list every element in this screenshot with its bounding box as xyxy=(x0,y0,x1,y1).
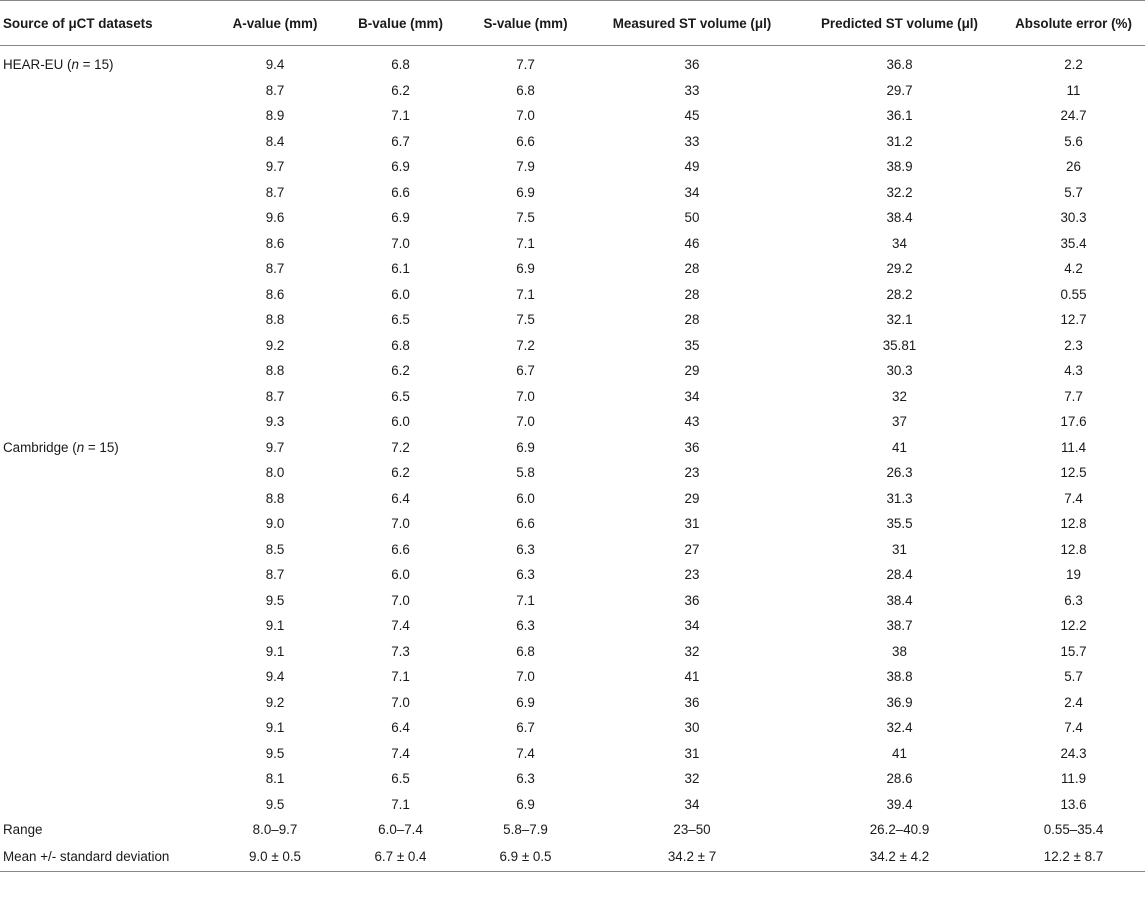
cell-b-value: 7.0 xyxy=(391,592,410,608)
cell-measured-volume: 33 xyxy=(684,133,700,149)
summary-row-mean xyxy=(0,843,1145,872)
group-label xyxy=(0,435,213,461)
header-predicted-volume: Predicted ST volume (μl) xyxy=(797,1,1002,46)
table-row xyxy=(0,690,1145,716)
cell-a-value: 8.5 xyxy=(265,541,285,557)
cell-b-value: 7.4 xyxy=(391,618,410,634)
cell-predicted-volume: 28.6 xyxy=(886,771,913,787)
cell-measured-volume: 30 xyxy=(684,720,700,736)
group-label xyxy=(0,46,213,78)
cell-absolute-error: 12.7 xyxy=(1060,312,1087,328)
table-row xyxy=(0,460,1145,486)
cell-measured-volume: 36 xyxy=(684,592,700,608)
cell-measured-volume: 28 xyxy=(684,312,700,328)
cell-absolute-error: 2.2 xyxy=(1064,57,1083,73)
table-row xyxy=(0,154,1145,180)
summary-cell-s-value: 6.9 ± 0.5 xyxy=(464,843,587,872)
cell-measured-volume: 34 xyxy=(684,796,700,812)
cell-a-value: 9.3 xyxy=(265,414,285,430)
header-s-value: S-value (mm) xyxy=(464,1,587,46)
cell-b-value: 7.2 xyxy=(391,439,410,455)
cell-predicted-volume: 29.2 xyxy=(886,261,913,277)
summary-cell-a-value: 9.0 ± 0.5 xyxy=(213,843,337,872)
cell-predicted-volume: 29.7 xyxy=(886,82,913,98)
cell-a-value: 9.4 xyxy=(265,669,285,685)
cell-absolute-error: 30.3 xyxy=(1060,210,1087,226)
header-a-value: A-value (mm) xyxy=(213,1,337,46)
cell-source xyxy=(0,562,213,588)
cell-a-value: 9.6 xyxy=(265,210,285,226)
table-row xyxy=(0,511,1145,537)
cell-predicted-volume: 31 xyxy=(892,541,907,557)
summary-cell-b-value: 6.0–7.4 xyxy=(378,822,423,838)
cell-measured-volume: 33 xyxy=(684,82,700,98)
cell-a-value: 8.6 xyxy=(265,286,285,302)
cell-source xyxy=(0,588,213,614)
cell-predicted-volume: 35.81 xyxy=(882,337,917,353)
cell-s-value: 6.8 xyxy=(516,643,535,659)
cell-predicted-volume: 38.4 xyxy=(886,210,913,226)
cell-predicted-volume: 41 xyxy=(892,439,907,455)
cell-predicted-volume: 26.3 xyxy=(886,465,913,481)
cell-absolute-error: 12.8 xyxy=(1060,516,1087,532)
cell-a-value: 9.7 xyxy=(265,439,285,455)
cell-absolute-error: 7.4 xyxy=(1064,490,1083,506)
cell-measured-volume: 49 xyxy=(684,159,700,175)
cell-source xyxy=(0,231,213,257)
cell-predicted-volume: 32.1 xyxy=(886,312,913,328)
cell-predicted-volume: 32.2 xyxy=(886,184,913,200)
cell-s-value: 7.7 xyxy=(516,57,535,73)
table-row xyxy=(0,205,1145,231)
cell-a-value: 8.9 xyxy=(265,108,285,124)
cell-source xyxy=(0,690,213,716)
cell-a-value: 8.8 xyxy=(265,363,285,379)
cell-measured-volume: 34 xyxy=(684,184,700,200)
cell-measured-volume: 34 xyxy=(684,618,700,634)
cell-source xyxy=(0,537,213,563)
cell-s-value: 6.9 xyxy=(516,184,535,200)
cell-source xyxy=(0,715,213,741)
header-source: Source of μCT datasets xyxy=(0,1,213,46)
cell-a-value: 9.2 xyxy=(265,694,285,710)
header-absolute-error: Absolute error (%) xyxy=(1002,1,1145,46)
cell-measured-volume: 28 xyxy=(684,261,700,277)
cell-predicted-volume: 31.2 xyxy=(886,133,913,149)
cell-predicted-volume: 36.8 xyxy=(886,57,913,73)
cell-s-value: 7.1 xyxy=(516,235,535,251)
cell-s-value: 7.5 xyxy=(516,312,535,328)
cell-s-value: 6.3 xyxy=(516,771,535,787)
cell-measured-volume: 36 xyxy=(684,694,700,710)
table-row xyxy=(0,435,1145,461)
cell-source xyxy=(0,78,213,104)
cell-s-value: 7.1 xyxy=(516,286,535,302)
cell-measured-volume: 27 xyxy=(684,541,700,557)
cell-a-value: 8.4 xyxy=(265,133,285,149)
summary-row-range xyxy=(0,817,1145,843)
cell-absolute-error: 11.4 xyxy=(1060,439,1087,455)
table-row xyxy=(0,103,1145,129)
cell-absolute-error: 11 xyxy=(1066,82,1081,98)
cell-predicted-volume: 30.3 xyxy=(886,363,913,379)
cell-b-value: 6.6 xyxy=(391,541,410,557)
cell-predicted-volume: 28.4 xyxy=(886,567,913,583)
cell-absolute-error: 12.2 xyxy=(1060,618,1087,634)
table-row xyxy=(0,792,1145,818)
cell-source xyxy=(0,282,213,308)
cell-absolute-error: 0.55 xyxy=(1060,286,1087,302)
cell-s-value: 7.0 xyxy=(516,108,535,124)
cell-source xyxy=(0,307,213,333)
cell-absolute-error: 19 xyxy=(1066,567,1081,583)
cell-source xyxy=(0,792,213,818)
cell-absolute-error: 4.2 xyxy=(1064,261,1083,277)
cell-a-value: 9.4 xyxy=(265,57,285,73)
cell-source xyxy=(0,639,213,665)
cell-a-value: 8.7 xyxy=(265,82,285,98)
cell-absolute-error: 7.7 xyxy=(1064,388,1083,404)
cell-s-value: 7.0 xyxy=(516,669,535,685)
summary-cell-measured-volume: 23–50 xyxy=(673,822,711,838)
cell-b-value: 6.5 xyxy=(391,312,410,328)
cell-source xyxy=(0,103,213,129)
header-row xyxy=(0,1,1145,46)
cell-source xyxy=(0,129,213,155)
cell-absolute-error: 24.3 xyxy=(1060,745,1087,761)
cell-measured-volume: 36 xyxy=(684,439,700,455)
cell-source xyxy=(0,409,213,435)
cell-measured-volume: 23 xyxy=(684,465,700,481)
cell-absolute-error: 35.4 xyxy=(1060,235,1087,251)
cell-a-value: 8.8 xyxy=(265,490,285,506)
cell-absolute-error: 11.9 xyxy=(1060,771,1087,787)
group-n-label: n xyxy=(71,57,79,73)
cell-b-value: 6.5 xyxy=(391,388,410,404)
header-b-value: B-value (mm) xyxy=(337,1,464,46)
cell-predicted-volume: 32.4 xyxy=(886,720,913,736)
cell-predicted-volume: 36.9 xyxy=(886,694,913,710)
summary-cell-s-value: 5.8–7.9 xyxy=(503,822,548,838)
cell-a-value: 9.0 xyxy=(265,516,285,532)
table-row xyxy=(0,664,1145,690)
cell-source xyxy=(0,766,213,792)
table-row xyxy=(0,46,1145,78)
table-row xyxy=(0,715,1145,741)
cell-measured-volume: 36 xyxy=(684,57,700,73)
cell-a-value: 8.1 xyxy=(265,771,285,787)
cell-predicted-volume: 38 xyxy=(892,643,907,659)
table-row xyxy=(0,180,1145,206)
cell-measured-volume: 32 xyxy=(684,643,700,659)
cell-absolute-error: 17.6 xyxy=(1060,414,1087,430)
cell-a-value: 8.7 xyxy=(265,388,285,404)
table-row xyxy=(0,409,1145,435)
cell-absolute-error: 6.3 xyxy=(1064,592,1083,608)
cell-measured-volume: 31 xyxy=(684,516,700,532)
cell-a-value: 9.2 xyxy=(265,337,285,353)
cell-b-value: 7.4 xyxy=(391,745,410,761)
cell-source xyxy=(0,384,213,410)
cell-b-value: 7.3 xyxy=(391,643,410,659)
table-row xyxy=(0,486,1145,512)
cell-measured-volume: 41 xyxy=(684,669,700,685)
cell-s-value: 6.9 xyxy=(516,439,535,455)
cell-predicted-volume: 37 xyxy=(892,414,907,430)
cell-b-value: 6.0 xyxy=(391,414,410,430)
cell-measured-volume: 35 xyxy=(684,337,700,353)
cell-predicted-volume: 41 xyxy=(892,745,907,761)
cell-s-value: 6.6 xyxy=(516,133,535,149)
group-name: Cambridge ( xyxy=(3,439,77,455)
cell-a-value: 8.6 xyxy=(265,235,285,251)
cell-measured-volume: 29 xyxy=(684,490,700,506)
cell-s-value: 6.3 xyxy=(516,541,535,557)
summary-cell-measured-volume: 34.2 ± 7 xyxy=(587,843,797,872)
cell-source xyxy=(0,333,213,359)
cell-b-value: 6.0 xyxy=(391,286,410,302)
cell-measured-volume: 50 xyxy=(684,210,700,226)
cell-measured-volume: 31 xyxy=(684,745,700,761)
table-row xyxy=(0,256,1145,282)
cell-predicted-volume: 38.8 xyxy=(886,669,913,685)
cell-b-value: 7.1 xyxy=(391,796,410,812)
cell-s-value: 7.2 xyxy=(516,337,535,353)
cell-absolute-error: 2.3 xyxy=(1064,337,1083,353)
cell-b-value: 7.0 xyxy=(391,516,410,532)
cell-predicted-volume: 31.3 xyxy=(886,490,913,506)
cell-b-value: 6.2 xyxy=(391,363,410,379)
table-row xyxy=(0,562,1145,588)
cell-source xyxy=(0,486,213,512)
cell-b-value: 6.6 xyxy=(391,184,410,200)
cell-absolute-error: 2.4 xyxy=(1064,694,1083,710)
cell-b-value: 6.8 xyxy=(391,337,410,353)
cell-source xyxy=(0,154,213,180)
table-row xyxy=(0,588,1145,614)
cell-a-value: 8.0 xyxy=(265,465,285,481)
cell-a-value: 8.8 xyxy=(265,312,285,328)
summary-cell-predicted-volume: 34.2 ± 4.2 xyxy=(797,843,1002,872)
cell-b-value: 7.0 xyxy=(391,235,410,251)
summary-cell-source: Mean +/- standard deviation xyxy=(0,843,213,872)
cell-predicted-volume: 38.7 xyxy=(886,618,913,634)
cell-s-value: 6.7 xyxy=(516,363,535,379)
cell-source xyxy=(0,205,213,231)
summary-cell-a-value: 8.0–9.7 xyxy=(252,822,298,838)
summary-cell-absolute-error: 12.2 ± 8.7 xyxy=(1002,843,1145,872)
cell-a-value: 9.1 xyxy=(265,720,285,736)
cell-a-value: 8.7 xyxy=(265,184,285,200)
cell-s-value: 7.1 xyxy=(516,592,535,608)
cell-a-value: 8.7 xyxy=(265,261,285,277)
cell-s-value: 6.0 xyxy=(516,490,535,506)
cell-a-value: 9.5 xyxy=(265,592,285,608)
cell-predicted-volume: 28.2 xyxy=(886,286,913,302)
cell-predicted-volume: 39.4 xyxy=(886,796,913,812)
cell-absolute-error: 12.5 xyxy=(1060,465,1087,481)
table-row xyxy=(0,639,1145,665)
cell-b-value: 6.8 xyxy=(391,57,410,73)
cell-measured-volume: 43 xyxy=(684,414,700,430)
cell-absolute-error: 24.7 xyxy=(1060,108,1087,124)
cell-s-value: 7.0 xyxy=(516,414,535,430)
cell-absolute-error: 12.8 xyxy=(1060,541,1087,557)
cell-b-value: 6.9 xyxy=(391,210,410,226)
cell-b-value: 6.2 xyxy=(391,82,410,98)
cell-s-value: 7.5 xyxy=(516,210,535,226)
group-n-value: = 15) xyxy=(84,439,119,455)
cell-b-value: 6.7 xyxy=(391,133,410,149)
table-row xyxy=(0,129,1145,155)
cell-source xyxy=(0,256,213,282)
table-row xyxy=(0,358,1145,384)
cell-measured-volume: 23 xyxy=(684,567,700,583)
cell-b-value: 6.2 xyxy=(391,465,410,481)
header-measured-volume: Measured ST volume (μl) xyxy=(587,1,797,46)
cell-predicted-volume: 32 xyxy=(892,388,907,404)
table-row xyxy=(0,78,1145,104)
cell-predicted-volume: 38.4 xyxy=(886,592,913,608)
table-row xyxy=(0,231,1145,257)
cell-s-value: 6.9 xyxy=(516,261,535,277)
cell-absolute-error: 26 xyxy=(1066,159,1081,175)
cell-source xyxy=(0,511,213,537)
cell-absolute-error: 7.4 xyxy=(1064,720,1083,736)
cell-source xyxy=(0,664,213,690)
table-row xyxy=(0,741,1145,767)
table-body xyxy=(0,46,1145,872)
cell-s-value: 6.9 xyxy=(516,796,535,812)
table-header xyxy=(0,1,1145,46)
cell-b-value: 6.5 xyxy=(391,771,410,787)
cell-a-value: 9.5 xyxy=(265,745,285,761)
cell-b-value: 7.0 xyxy=(391,694,410,710)
cell-source xyxy=(0,613,213,639)
cell-source xyxy=(0,460,213,486)
cell-s-value: 7.9 xyxy=(516,159,535,175)
summary-cell-predicted-volume: 26.2–40.9 xyxy=(869,822,930,838)
cell-a-value: 9.7 xyxy=(265,159,285,175)
table-row xyxy=(0,613,1145,639)
cell-predicted-volume: 35.5 xyxy=(886,516,913,532)
cell-a-value: 9.1 xyxy=(265,618,285,634)
summary-cell-b-value: 6.7 ± 0.4 xyxy=(337,843,464,872)
cell-absolute-error: 5.6 xyxy=(1064,133,1083,149)
table-row xyxy=(0,282,1145,308)
cell-a-value: 8.7 xyxy=(265,567,285,583)
cell-absolute-error: 15.7 xyxy=(1060,643,1087,659)
cell-b-value: 6.1 xyxy=(391,261,410,277)
cell-b-value: 7.1 xyxy=(391,108,410,124)
cell-s-value: 7.4 xyxy=(516,745,535,761)
cell-absolute-error: 13.6 xyxy=(1060,796,1087,812)
table-row xyxy=(0,333,1145,359)
cell-s-value: 7.0 xyxy=(516,388,535,404)
summary-cell-absolute-error: 0.55–35.4 xyxy=(1043,822,1104,838)
cell-s-value: 6.3 xyxy=(516,618,535,634)
cell-absolute-error: 4.3 xyxy=(1064,363,1083,379)
table-row xyxy=(0,307,1145,333)
summary-cell-source: Range xyxy=(3,822,43,838)
cell-s-value: 6.8 xyxy=(516,82,535,98)
cell-b-value: 6.4 xyxy=(391,490,410,506)
cell-predicted-volume: 34 xyxy=(892,235,907,251)
group-n-label: n xyxy=(76,439,85,455)
cell-b-value: 6.0 xyxy=(391,567,410,583)
cell-predicted-volume: 38.9 xyxy=(886,159,913,175)
cell-b-value: 6.4 xyxy=(391,720,410,736)
cell-b-value: 7.1 xyxy=(391,669,410,685)
cell-s-value: 6.3 xyxy=(516,567,535,583)
cell-measured-volume: 29 xyxy=(684,363,700,379)
cell-s-value: 6.9 xyxy=(516,694,535,710)
cell-b-value: 6.9 xyxy=(391,159,410,175)
cell-measured-volume: 32 xyxy=(684,771,700,787)
cell-source xyxy=(0,180,213,206)
cell-a-value: 9.5 xyxy=(265,796,285,812)
cell-source xyxy=(0,741,213,767)
cell-measured-volume: 28 xyxy=(684,286,700,302)
group-n-value: = 15) xyxy=(78,57,114,73)
cell-measured-volume: 45 xyxy=(684,108,700,124)
cell-s-value: 5.8 xyxy=(516,465,535,481)
table-row xyxy=(0,766,1145,792)
cell-s-value: 6.7 xyxy=(516,720,535,736)
cell-measured-volume: 34 xyxy=(684,388,700,404)
cell-a-value: 9.1 xyxy=(265,643,285,659)
cell-measured-volume: 46 xyxy=(684,235,700,251)
cell-s-value: 6.6 xyxy=(516,516,535,532)
cell-absolute-error: 5.7 xyxy=(1064,669,1083,685)
cell-predicted-volume: 36.1 xyxy=(886,108,913,124)
cell-absolute-error: 5.7 xyxy=(1064,184,1083,200)
table-row xyxy=(0,384,1145,410)
table-row xyxy=(0,537,1145,563)
group-name: HEAR-EU ( xyxy=(3,57,72,73)
cell-source xyxy=(0,358,213,384)
